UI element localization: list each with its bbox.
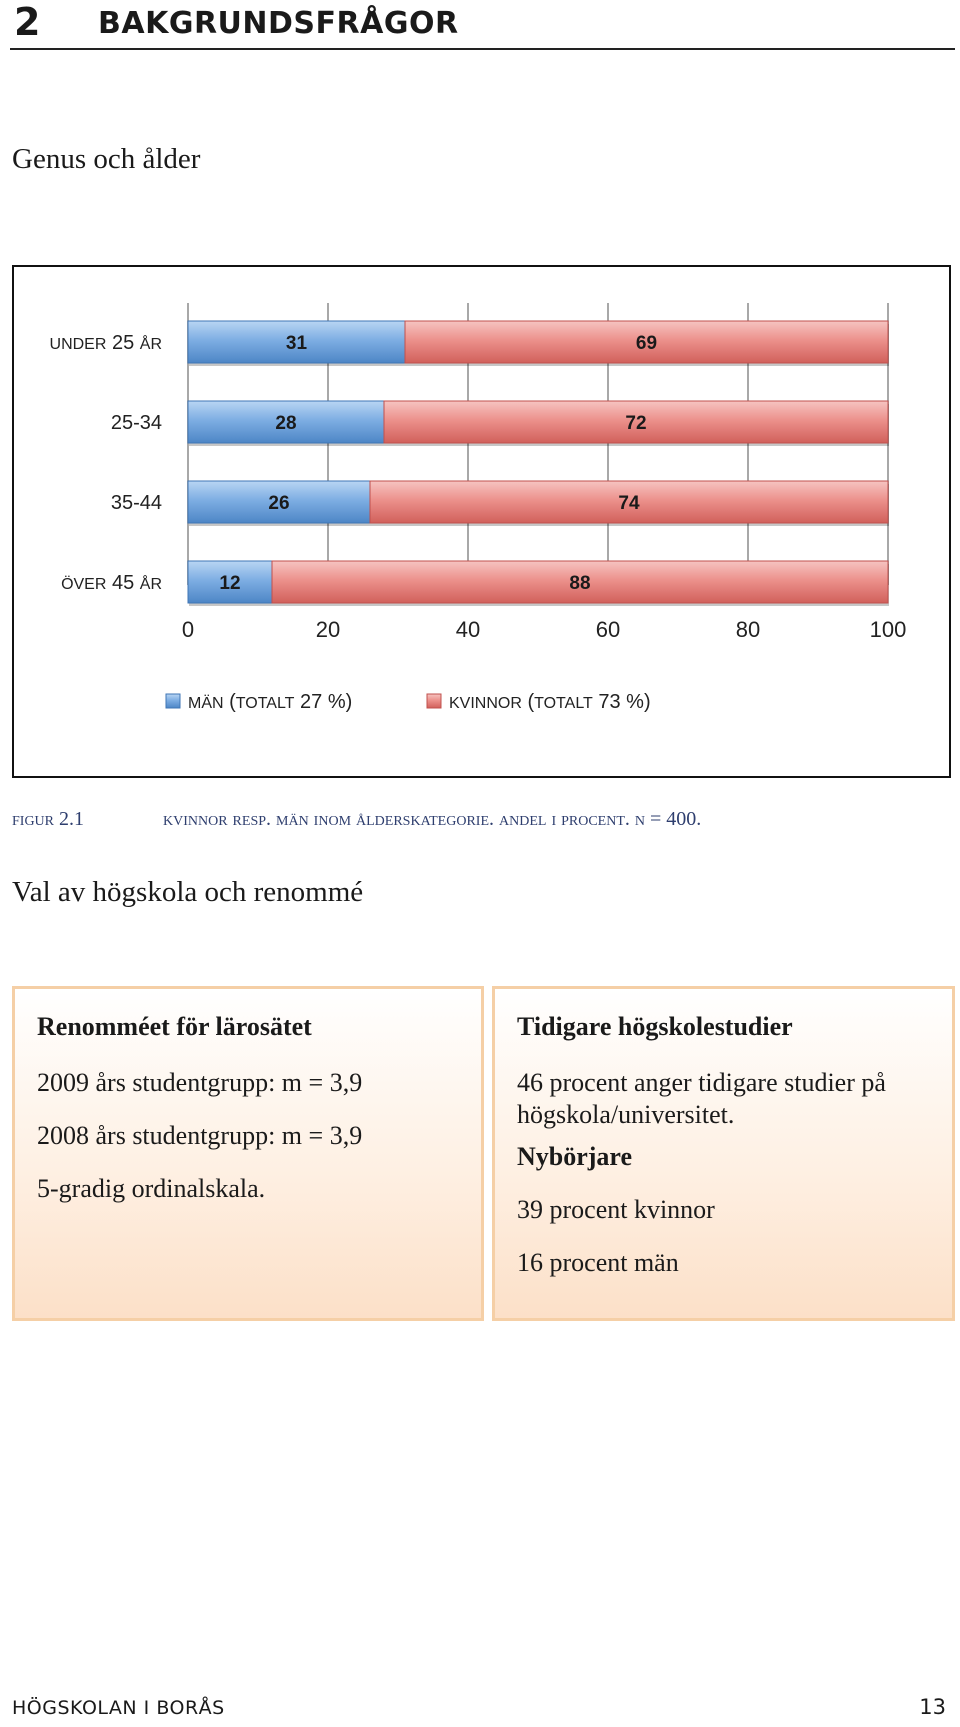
legend-swatch — [166, 694, 180, 708]
x-tick-label: 20 — [315, 617, 341, 642]
data-label: 88 — [569, 573, 591, 594]
page-number: 13 — [919, 1695, 946, 1719]
box-subheading: Nybörjare — [517, 1142, 633, 1171]
figure-label: figur 2.1 — [12, 808, 85, 830]
figure-caption-text: kvinnor resp. män inom ålderskategorie. andel i procent. n = 400. — [163, 808, 702, 830]
category-label: UNDER 25 ÅR — [49, 332, 162, 354]
data-label: 72 — [625, 413, 647, 434]
info-box-renomme — [12, 986, 484, 1321]
category-label: 35-44 — [110, 492, 162, 514]
x-tick-label: 40 — [455, 617, 481, 642]
data-label: 74 — [618, 493, 640, 514]
box-line: 16 procent män — [517, 1248, 679, 1277]
x-tick-label: 60 — [595, 617, 621, 642]
footer-publisher: HÖGSKOLAN I BORÅS — [12, 1697, 225, 1719]
data-label: 12 — [219, 573, 241, 594]
box-paragraph: 46 procent anger tidigare studier på högskola/universitet. — [517, 1068, 886, 1129]
box-line: 2009 års studentgrupp: m = 3,9 — [37, 1068, 363, 1097]
section-title-val: Val av högskola och renommé — [12, 876, 364, 908]
box-heading: Tidigare högskolestudier — [517, 1012, 793, 1041]
stacked-bar-chart — [14, 267, 949, 776]
box-line: 2008 års studentgrupp: m = 3,9 — [37, 1121, 363, 1150]
data-label: 28 — [275, 413, 297, 434]
legend-swatch — [427, 694, 441, 708]
info-box-tidigare-studier — [492, 986, 955, 1321]
chapter-header — [10, 0, 955, 50]
data-label: 31 — [285, 333, 308, 354]
chapter-number: 2 — [14, 0, 41, 44]
x-tick-label: 0 — [181, 617, 195, 642]
data-label: 69 — [635, 333, 658, 354]
section-title-genus: Genus och ålder — [12, 143, 201, 175]
chart-frame — [12, 265, 951, 778]
x-tick-label: 80 — [735, 617, 761, 642]
box-line: 39 procent kvinnor — [517, 1195, 715, 1224]
box-heading: Renomméet för lärosätet — [37, 1012, 312, 1041]
box-line: 5-gradig ordinalskala. — [37, 1174, 266, 1203]
chapter-title: BAKGRUNDSFRÅGOR — [98, 6, 459, 41]
data-label: 26 — [268, 493, 290, 514]
legend-label: KVINNOR (TOTALT 73 %) — [449, 691, 651, 713]
legend-label: MÄN (TOTALT 27 %) — [188, 691, 353, 713]
category-label: 25-34 — [110, 412, 162, 434]
x-tick-label: 100 — [869, 617, 907, 642]
category-label: ÖVER 45 ÅR — [61, 572, 162, 594]
